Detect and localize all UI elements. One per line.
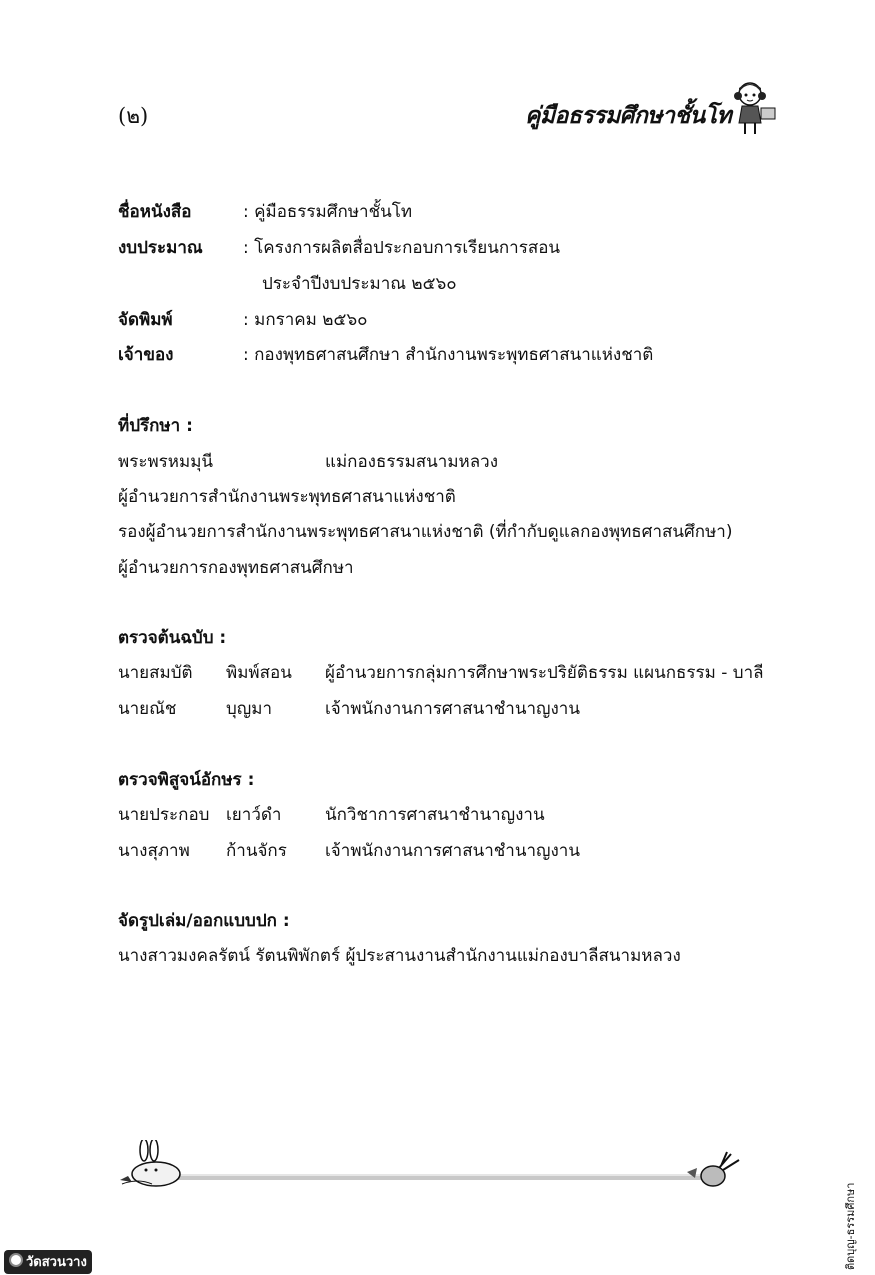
header-title: คู่มือธรรมศึกษาชั้นโท [525, 103, 732, 129]
review-first-name: นายสมบัติ [118, 663, 193, 683]
advisor-row-3: รองผู้อำนวยการสำนักงานพระพุทธศาสนาแห่งชาติ (ที่กำกับดูแลกองพุทธศาสนศึกษา) [118, 522, 733, 542]
budget-value-2: ประจำปีงบประมาณ ๒๕๖๐ [262, 274, 457, 294]
proof-role: เจ้าพนักงานการศาสนาชำนาญงาน [325, 841, 580, 861]
review-first-name: นายณัช [118, 699, 177, 719]
review-last-name: บุญมา [226, 699, 273, 719]
side-caption: ติดบุญ-ธรรมศึกษา [844, 1182, 857, 1270]
owner-label: เจ้าของ [118, 345, 174, 365]
logo-text: วัดสวนวาง [26, 1255, 87, 1270]
review-last-name: พิมพ์สอน [226, 663, 292, 683]
proof-role: นักวิชาการศาสนาชำนาญงาน [325, 805, 545, 825]
proof-first-name: นายประกอบ [118, 805, 210, 825]
budget-value-1: : โครงการผลิตสื่อประกอบการเรียนการสอน [243, 238, 561, 258]
logo-icon [9, 1253, 23, 1267]
budget-label: งบประมาณ [118, 238, 203, 258]
design-heading: จัดรูปเล่ม/ออกแบบปก : [118, 911, 290, 931]
review-role: ผู้อำนวยการกลุ่มการศึกษาพระปริยัติธรรม แผนกธรรม - บาลี [325, 663, 764, 683]
print-value: : มกราคม ๒๕๖๐ [243, 310, 368, 330]
advisor-row-2: ผู้อำนวยการสำนักงานพระพุทธศาสนาแห่งชาติ [118, 487, 456, 507]
design-row: นางสาวมงคลรัตน์ รัตนพิพักตร์ ผู้ประสานงานสำนักงานแม่กองบาลีสนามหลวง [118, 946, 681, 966]
book-label: ชื่อหนังสือ [118, 202, 192, 222]
carrot-icon [683, 1150, 743, 1190]
girl-illustration-icon [728, 78, 780, 138]
review-heading: ตรวจต้นฉบับ : [118, 628, 227, 648]
proof-last-name: ก้านจักร [226, 841, 287, 861]
advisors-heading: ที่ปรึกษา : [118, 416, 193, 436]
page-number: (๒) [118, 104, 149, 128]
watermark-logo [4, 1250, 92, 1274]
proof-heading: ตรวจพิสูจน์อักษร : [118, 770, 255, 790]
advisor-role: แม่กองธรรมสนามหลวง [325, 452, 499, 472]
print-label: จัดพิมพ์ [118, 310, 173, 330]
advisor-name: พระพรหมมุนี [118, 452, 214, 472]
book-value: : คู่มือธรรมศึกษาชั้นโท [243, 202, 413, 222]
rabbit-icon [118, 1140, 188, 1188]
proof-first-name: นางสุภาพ [118, 841, 190, 861]
review-role: เจ้าพนักงานการศาสนาชำนาญงาน [325, 699, 580, 719]
proof-last-name: เยาว์ดำ [226, 805, 282, 825]
advisor-row-4: ผู้อำนวยการกองพุทธศาสนศึกษา [118, 558, 354, 578]
owner-value: : กองพุทธศาสนศึกษา สำนักงานพระพุทธศาสนาแห่งชาติ [243, 345, 654, 365]
footer-divider [165, 1172, 705, 1182]
